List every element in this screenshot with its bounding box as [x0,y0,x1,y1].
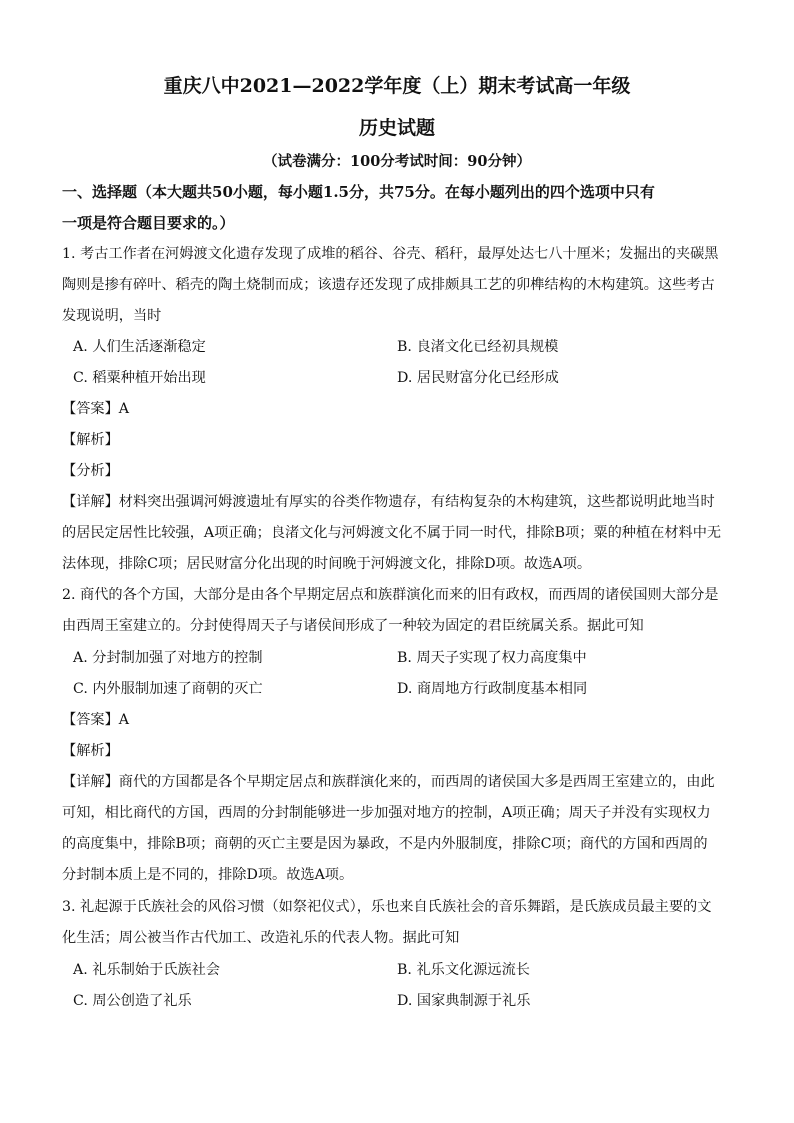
q1-detail-line1: 【详解】材料突出强调河姆渡遗址有厚实的谷类作物遗存，有结构复杂的木构建筑，这些都说明此地当时 [62,494,715,510]
q1-analysis-label: 【解析】 [62,432,119,448]
q2-analysis-label: 【解析】 [62,743,119,759]
q2-option-c[interactable]: C. 内外服制加速了商朝的灭亡 [73,681,263,697]
q1-option-d[interactable]: D. 居民财富分化已经形成 [397,370,559,386]
q3-option-c[interactable]: C. 周公创造了礼乐 [73,993,192,1009]
q1-fenxi-label: 【分析】 [62,463,119,479]
question-3-stem [62,892,730,954]
q2-detail-line2: 可知，相比商代的方国，西周的分封制能够进一步加强对地方的控制，A项正确；周天子并没有实现权力 [62,805,711,821]
q2-detail-line3: 的高度集中，排除B项；商朝的灭亡主要是因为暴政，不是内外服制度，排除C项；商代的方国和西周的 [62,836,708,852]
question-1-stem [62,239,730,332]
question-2-stem [62,580,730,642]
q1-detail [62,487,730,580]
q2-option-a[interactable]: A. 分封制加强了对地方的控制 [73,650,263,666]
q3-option-b[interactable]: B. 礼乐文化源远流长 [397,962,530,978]
q1-stem-line2: 陶则是掺有碎叶、稻壳的陶土烧制而成；该遗存还发现了成排颇具工艺的卯榫结构的木构建筑。这些考古 [62,277,715,293]
q2-answer: 【答案】A [62,712,129,728]
q2-detail-line4: 分封制本质上是不同的，排除D项。故选A项。 [62,867,354,883]
q1-option-a[interactable]: A. 人们生活逐渐稳定 [73,339,206,355]
q2-option-b[interactable]: B. 周天子实现了权力高度集中 [397,650,587,666]
q3-option-d[interactable]: D. 国家典制源于礼乐 [397,993,531,1009]
q1-option-b[interactable]: B. 良渚文化已经初具规模 [397,339,559,355]
q1-option-c[interactable]: C. 稻粟种植开始出现 [73,370,206,386]
q2-stem-line1: 2. 商代的各个方国，大部分是由各个早期定居点和族群演化而来的旧有政权，而西周的诸侯国则大部分是 [62,587,719,603]
q3-stem-line1: 3. 礼起源于氏族社会的风俗习惯（如祭祀仪式），乐也来自氏族社会的音乐舞蹈，是氏族成员最主要的文 [62,899,712,915]
subject-title: 历史试题 [358,117,435,139]
section-heading-line1: 一、选择题（本大题共50小题，每小题1.5分，共75分。在每小题列出的四个选项中只有 [62,183,655,201]
q3-option-a[interactable]: A. 礼乐制始于氏族社会 [73,962,220,978]
q2-stem-line2: 由西周王室建立的。分封使得周天子与诸侯间形成了一种较为固定的君臣统属关系。据此可知 [62,618,644,634]
exam-title: 重庆八中2021—2022学年度（上）期末考试高一年级 [163,75,631,97]
q1-stem-line1: 1. 考古工作者在河姆渡文化遗存发现了成堆的稻谷、谷壳、稻秆，最厚处达七八十厘米；发掘出的夹碳黑 [62,246,719,262]
q2-detail [62,767,730,891]
q1-stem-line3: 发现说明，当时 [62,308,162,324]
q1-detail-line3: 法体现，排除C项；居民财富分化出现的时间晚于河姆渡文化，排除D项。故选A项。 [62,556,592,572]
q2-detail-line1: 【详解】商代的方国都是各个早期定居点和族群演化来的，而西周的诸侯国大多是西周王室建立的，由此 [62,774,715,790]
exam-note: （试卷满分：100分考试时间：90分钟） [263,153,531,170]
q1-answer: 【答案】A [62,401,129,417]
q3-stem-line2: 化生活；周公被当作古代加工、改造礼乐的代表人物。据此可知 [62,930,460,946]
section-heading [62,177,734,239]
q2-option-d[interactable]: D. 商周地方行政制度基本相同 [397,681,588,697]
section-heading-line2: 一项是符合题目要求的。） [62,214,235,232]
q1-detail-line2: 的居民定居性比较强，A项正确；良渚文化与河姆渡文化不属于同一时代，排除B项；粟的种植在材料中无 [62,525,722,541]
